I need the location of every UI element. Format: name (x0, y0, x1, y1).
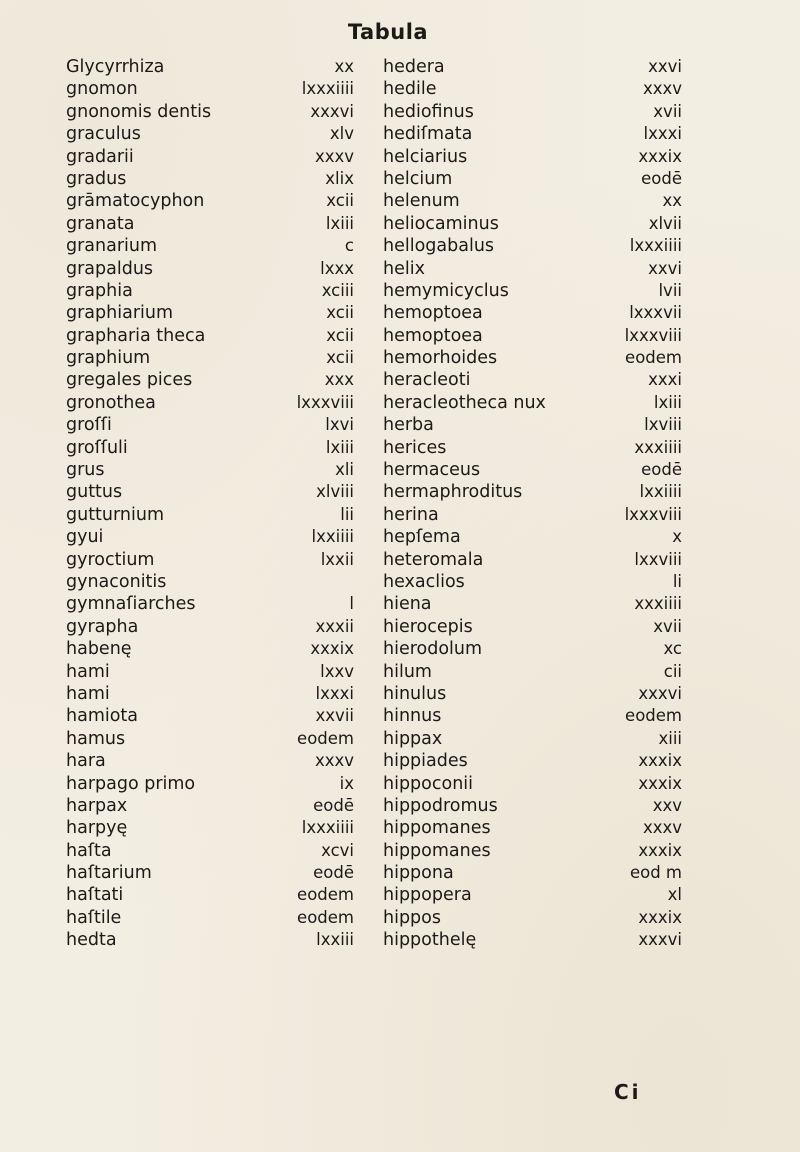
index-reference: xxx (324, 370, 354, 390)
index-term: hepſema (383, 527, 461, 548)
index-term: hedera (383, 57, 445, 77)
index-reference: xxxix (638, 146, 682, 166)
index-reference: xc (663, 639, 682, 659)
index-term: gradarii (66, 146, 134, 167)
index-reference: lxxiiii (311, 527, 354, 547)
index-reference: xxxiiii (634, 437, 682, 457)
index-term: hippona (383, 863, 454, 884)
index-reference: l (349, 594, 354, 614)
index-reference: lxiii (325, 437, 354, 457)
index-reference: xlv (329, 124, 354, 144)
index-term: habenę (66, 639, 132, 660)
index-term: haſta (66, 840, 112, 861)
index-term: herices (383, 437, 447, 458)
index-term: hiena (383, 594, 432, 615)
index-term: hippomanes (383, 840, 491, 861)
index-reference: xxxii (315, 616, 354, 636)
index-reference: lxxxiiii (301, 79, 354, 99)
index-reference: xcii (326, 191, 354, 211)
index-reference: xiii (658, 728, 682, 748)
index-reference: xvii (653, 101, 682, 121)
index-term: harpyę (66, 818, 128, 839)
index-term: gradus (66, 168, 127, 189)
index-term: hemymicyclus (383, 280, 509, 301)
index-reference: xxxix (638, 840, 682, 860)
index-reference: lxxxiiii (301, 818, 354, 838)
index-term: heracleotheca nux (383, 392, 546, 413)
index-reference: xlix (325, 168, 354, 188)
index-term: haſtati (66, 885, 124, 906)
index-term: helenum (383, 191, 460, 212)
index-reference (262, 571, 354, 593)
index-reference: lxxxi (315, 683, 354, 703)
index-term: hermaphroditus (383, 482, 523, 503)
index-reference: eodē (641, 460, 682, 480)
index-term: hami (66, 683, 110, 704)
index-reference: xcii (326, 325, 354, 345)
index-term: grāmatocyphon (66, 191, 205, 212)
index-reference: xxxv (314, 751, 354, 771)
index-term: harpago primo (66, 773, 196, 794)
index-term: hamus (66, 728, 126, 749)
index-term: gymnaſiarches (66, 594, 196, 615)
index-term: graphiarium (66, 303, 174, 324)
index-term: helix (383, 258, 425, 279)
index-term: heteromala (383, 549, 484, 570)
index-reference: lxxxviii (624, 504, 682, 524)
index-term: granata (66, 213, 135, 234)
index-term: helcium (383, 168, 453, 189)
index-reference: cii (663, 661, 682, 681)
index-reference: xli (335, 460, 354, 480)
index-term: heracleoti (383, 370, 471, 391)
index-term: gutturnium (66, 504, 164, 525)
index-reference: xx (662, 191, 682, 211)
right-terms-column (383, 56, 603, 952)
index-reference: lxiii (653, 392, 682, 412)
index-reference: lxxxvii (629, 303, 682, 323)
index-term: hierocepis (383, 616, 473, 637)
index-reference: li (672, 571, 682, 591)
index-term: gregales pices (66, 370, 193, 391)
index-term: grus (66, 460, 105, 481)
index-term: hellogabalus (383, 236, 495, 257)
index-term: hemoptoea (383, 325, 483, 346)
index-term: hamiota (66, 706, 139, 727)
index-term: herina (383, 504, 439, 525)
index-term: helciarius (383, 146, 468, 167)
index-reference: xxxix (638, 907, 682, 927)
index-reference: xvii (653, 616, 682, 636)
index-term: gyrapha (66, 616, 139, 637)
index-reference: xxxv (314, 146, 354, 166)
index-reference: eod m (629, 863, 682, 883)
index-term: hippos (383, 907, 441, 928)
index-reference: xxxvi (638, 683, 682, 703)
index-reference: lxxviii (634, 549, 682, 569)
index-reference: lxxxviii (624, 325, 682, 345)
index-reference: lii (340, 504, 354, 524)
index-term: haſtarium (66, 863, 152, 884)
index-reference: xxxv (642, 818, 682, 838)
index-reference: xlvii (648, 213, 682, 233)
index-term: hippodromus (383, 795, 498, 816)
index-reference: xx (334, 57, 354, 76)
index-reference: xxvii (315, 706, 354, 726)
index-reference: xxxix (638, 773, 682, 793)
index-reference: eodē (313, 863, 354, 883)
index-reference: xciii (321, 280, 354, 300)
index-reference: eodē (313, 795, 354, 815)
index-reference: lxxxiiii (629, 236, 682, 256)
index-term: hippothelę (383, 930, 477, 951)
index-term: hexaclios (383, 571, 465, 592)
index-term: gynaconitis (66, 571, 167, 592)
index-reference: xcii (326, 303, 354, 323)
index-term: groſſi (66, 415, 112, 436)
index-term: gronothea (66, 392, 156, 413)
index-term: gyui (66, 527, 104, 548)
index-term: graphia (66, 280, 133, 301)
index-term: granarium (66, 236, 158, 257)
index-term: Glycyrrhiza (66, 57, 165, 77)
index-reference: xxxi (648, 370, 682, 390)
index-term: guttus (66, 482, 123, 503)
index-reference: xxxvi (638, 930, 682, 950)
index-reference: lxxxi (643, 124, 682, 144)
index-reference: xxvi (648, 258, 682, 278)
index-term: hedile (383, 79, 437, 100)
index-reference: xxxv (642, 79, 682, 99)
index-reference: lvii (658, 280, 682, 300)
page-heading: Tabula (347, 20, 429, 44)
index-reference: lxiii (325, 213, 354, 233)
index-reference: xcvi (321, 840, 354, 860)
right-references-column (578, 56, 682, 952)
index-reference: eodē (641, 168, 682, 188)
index-reference: lxxiii (316, 930, 354, 950)
index-reference: ix (339, 773, 354, 793)
index-reference: lxvi (325, 415, 354, 435)
index-term: graphium (66, 348, 151, 369)
index-term: hippomanes (383, 818, 491, 839)
left-references-column (262, 56, 354, 952)
index-term: hermaceus (383, 460, 481, 481)
index-term: graculus (66, 124, 141, 145)
index-reference: eodem (625, 706, 682, 726)
index-term: hediofinus (383, 101, 474, 122)
index-reference: xxxvi (310, 101, 354, 121)
index-term: hara (66, 751, 106, 772)
signature-mark: Ci (614, 1080, 642, 1104)
index-reference: x (672, 527, 682, 547)
index-reference: lxxiiii (639, 482, 682, 502)
index-reference: xxxiiii (634, 594, 682, 614)
index-reference: eodem (297, 885, 354, 905)
index-term: grapaldus (66, 258, 154, 279)
index-term: hippax (383, 728, 443, 749)
index-reference: xcii (326, 348, 354, 368)
index-term: grapharia theca (66, 325, 206, 346)
index-reference: lxxx (320, 258, 354, 278)
left-terms-column (66, 56, 266, 952)
index-term: hediſmata (383, 124, 473, 145)
index-term: hedta (66, 930, 117, 951)
index-reference: eodem (625, 348, 682, 368)
index-reference: eodem (297, 728, 354, 748)
index-term: gnomon (66, 79, 138, 100)
index-reference: lxxv (320, 661, 354, 681)
index-term: hippopera (383, 885, 472, 906)
index-reference: xlviii (316, 482, 354, 502)
index-reference: lxxxviii (296, 392, 354, 412)
index-term: groſſuli (66, 437, 128, 458)
index-term: hemorhoides (383, 348, 498, 369)
index-reference: c (344, 236, 354, 256)
index-reference: xl (667, 885, 682, 905)
index-term: hami (66, 661, 110, 682)
index-term: hippiades (383, 751, 468, 772)
index-term: hinnus (383, 706, 442, 727)
index-term: heliocaminus (383, 213, 499, 234)
index-term: hinulus (383, 683, 447, 704)
index-term: hemoptoea (383, 303, 483, 324)
index-term: hilum (383, 661, 432, 682)
index-term: harpax (66, 795, 128, 816)
index-reference: xxxix (638, 751, 682, 771)
index-term: herba (383, 415, 434, 436)
index-term: gyroctium (66, 549, 155, 570)
index-reference: lxviii (644, 415, 682, 435)
index-reference: lxxii (320, 549, 354, 569)
index-term: hierodolum (383, 639, 483, 660)
index-reference: xxv (652, 795, 682, 815)
index-reference: xxvi (648, 57, 682, 76)
index-reference: xxxix (310, 639, 354, 659)
index-term: hippoconii (383, 773, 474, 794)
index-term: gnonomis dentis (66, 101, 212, 122)
index-reference: eodem (297, 907, 354, 927)
index-term: haſtile (66, 907, 122, 928)
